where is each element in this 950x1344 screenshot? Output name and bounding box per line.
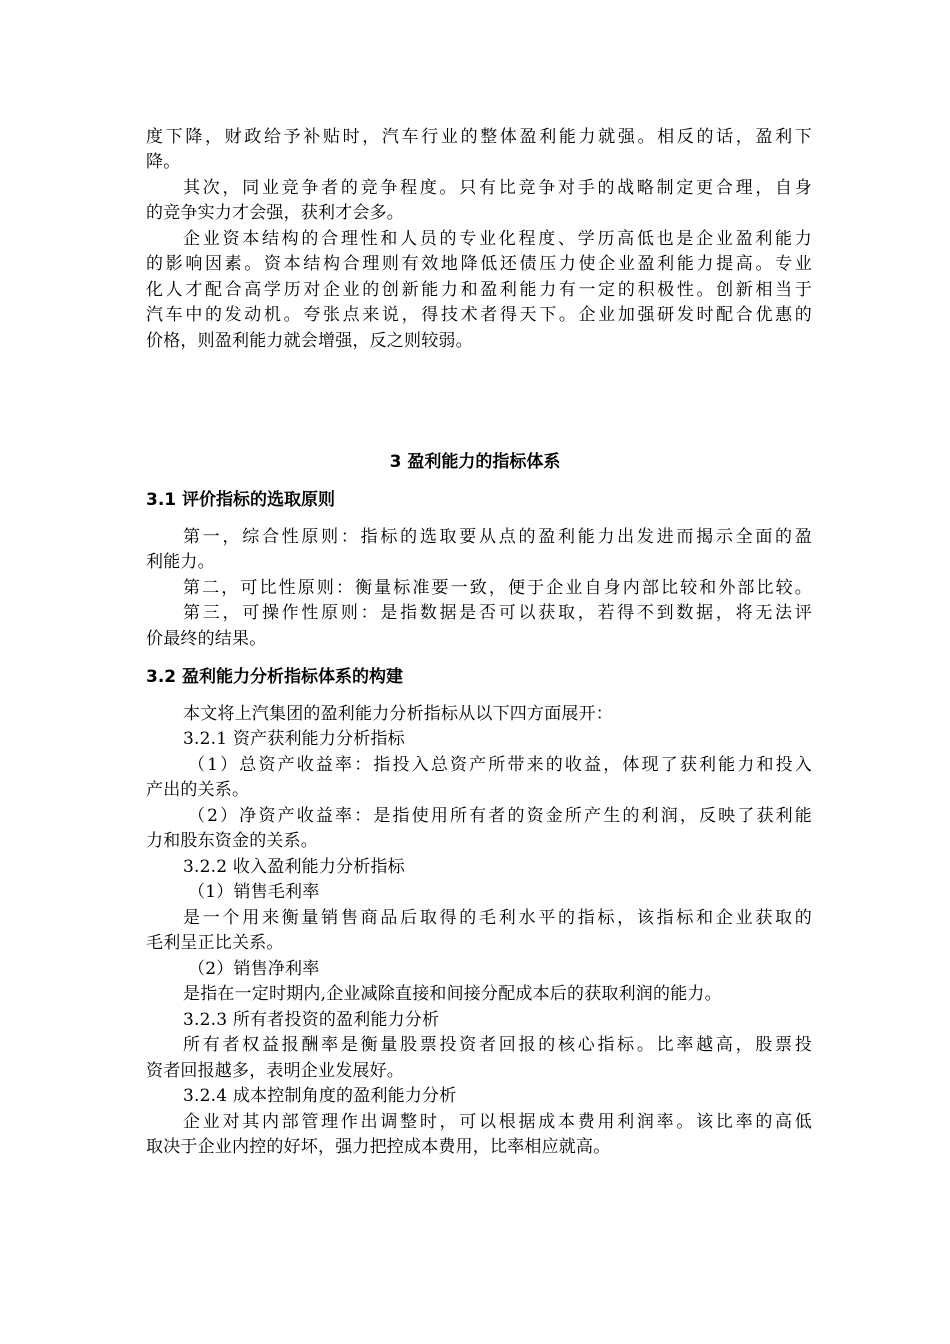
paragraph-line: 价格，则盈利能力就会增强，反之则较弱。 bbox=[146, 331, 473, 351]
paragraph-line: （2）销售净利率 bbox=[188, 959, 320, 979]
paragraph-line: 所有者权益报酬率是衡量股票投资者回报的核心指标。比率越高，股票投 bbox=[183, 1035, 812, 1055]
paragraph-line: 利能力。 bbox=[146, 552, 215, 572]
paragraph-line: 第三，可操作性原则：是指数据是否可以获取，若得不到数据，将无法评 bbox=[183, 603, 812, 623]
paragraph-line: 毛利呈正比关系。 bbox=[146, 933, 284, 953]
paragraph-line: 取决于企业内控的好坏，强力把控成本费用，比率相应就高。 bbox=[146, 1137, 611, 1157]
section-heading: 3.2 盈利能力分析指标体系的构建 bbox=[146, 667, 404, 687]
paragraph-line: 化人才配合高学历对企业的创新能力和盈利能力有一定的积极性。创新相当于 bbox=[146, 280, 812, 300]
paragraph-line: 其次，同业竞争者的竞争程度。只有比竞争对手的战略制定更合理，自身 bbox=[183, 178, 812, 198]
paragraph-line: （1）总资产收益率：指投入总资产所带来的收益，体现了获利能力和投入 bbox=[188, 755, 812, 775]
paragraph-line: 是指在一定时期内,企业减除直接和间接分配成本后的获取利润的能力。 bbox=[183, 984, 722, 1004]
paragraph-line: 力和股东资金的关系。 bbox=[146, 831, 318, 851]
paragraph-line: 企业对其内部管理作出调整时，可以根据成本费用利润率。该比率的高低 bbox=[183, 1112, 812, 1132]
section-heading: 3.1 评价指标的选取原则 bbox=[146, 490, 336, 510]
paragraph-line: 本文将上汽集团的盈利能力分析指标从以下四方面展开： bbox=[183, 704, 613, 724]
paragraph-line: 第二，可比性原则：衡量标准要一致，便于企业自身内部比较和外部比较。 bbox=[183, 578, 812, 598]
paragraph-line: 第一，综合性原则：指标的选取要从点的盈利能力出发进而揭示全面的盈 bbox=[183, 527, 812, 547]
subsection-heading: 3.2.4 成本控制角度的盈利能力分析 bbox=[183, 1086, 457, 1106]
paragraph-line: 汽车中的发动机。夸张点来说，得技术者得天下。企业加强研发时配合优惠的 bbox=[146, 305, 812, 325]
paragraph-line: 价最终的结果。 bbox=[146, 629, 267, 649]
paragraph-line: 资者回报越多，表明企业发展好。 bbox=[146, 1061, 404, 1081]
paragraph-line: 是一个用来衡量销售商品后取得的毛利水平的指标，该指标和企业获取的 bbox=[183, 908, 812, 928]
subsection-heading: 3.2.3 所有者投资的盈利能力分析 bbox=[183, 1010, 440, 1030]
paragraph-line: 企业资本结构的合理性和人员的专业化程度、学历高低也是企业盈利能力 bbox=[183, 229, 812, 249]
chapter-title: 3 盈利能力的指标体系 bbox=[389, 452, 561, 472]
subsection-heading: 3.2.2 收入盈利能力分析指标 bbox=[183, 857, 405, 877]
paragraph-line: 产出的关系。 bbox=[146, 780, 250, 800]
paragraph-line: 降。 bbox=[146, 152, 181, 172]
paragraph-line: 的竞争实力才会强，获利才会多。 bbox=[146, 203, 404, 223]
paragraph-line: 的影响因素。资本结构合理则有效地降低还债压力使企业盈利能力提高。专业 bbox=[146, 254, 812, 274]
paragraph-line: （2）净资产收益率：是指使用所有者的资金所产生的利润，反映了获利能 bbox=[188, 806, 812, 826]
paragraph-line: （1）销售毛利率 bbox=[188, 882, 320, 902]
paragraph-line: 度下降，财政给予补贴时，汽车行业的整体盈利能力就强。相反的话，盈利下 bbox=[146, 127, 812, 147]
subsection-heading: 3.2.1 资产获利能力分析指标 bbox=[183, 729, 405, 749]
